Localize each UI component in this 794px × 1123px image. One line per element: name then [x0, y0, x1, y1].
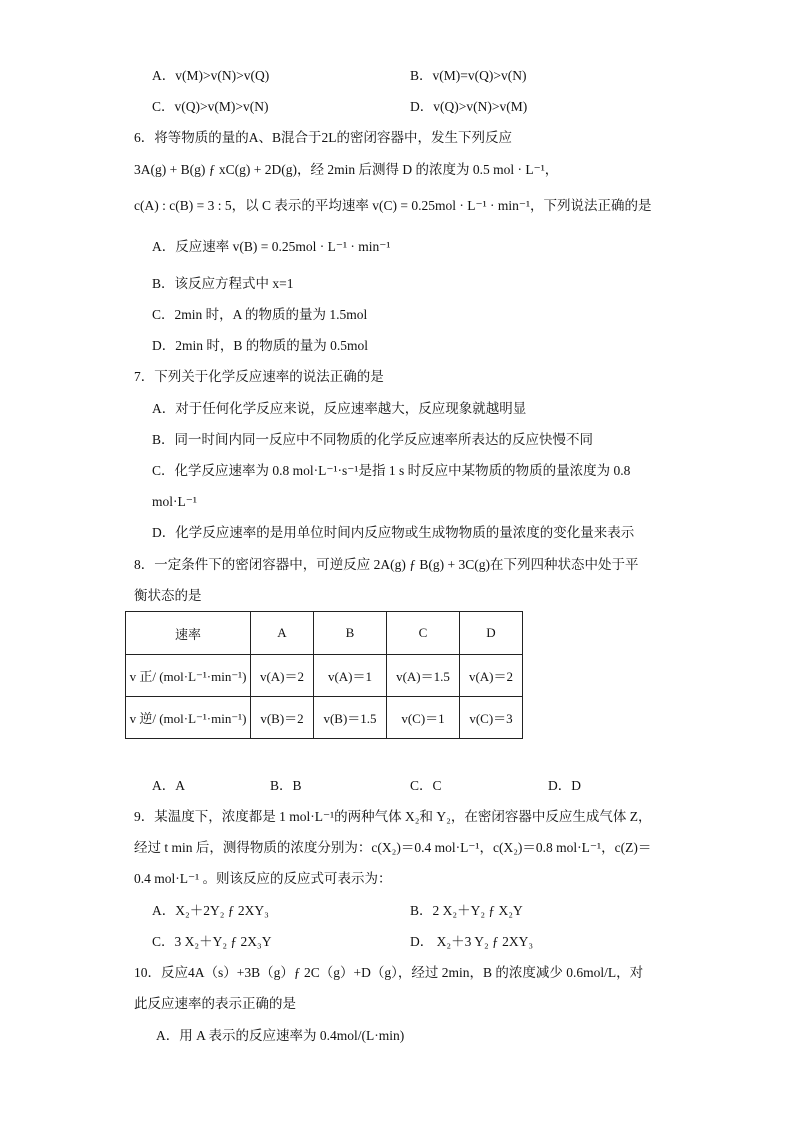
table-cell: v(A)＝1 — [314, 655, 387, 697]
table-cell: v(A)＝1.5 — [387, 655, 460, 697]
q6-stem-line3: c(A) : c(B) = 3 : 5，以 C 表示的平均速率 v(C) = 0.25mol · L⁻¹ · min⁻¹，下列说法正确的是 — [134, 198, 652, 213]
q7-option-c-line2: mol·L⁻¹ — [152, 494, 197, 509]
table-header-cell: C — [387, 612, 460, 655]
q8-option-b: B．B — [270, 778, 302, 793]
q9-stem-line2: 经过 t min 后，测得物质的浓度分别为：c(X₂)＝0.4 mol·L⁻¹，c(X₂)＝0.8 mol·L⁻¹，c(Z)＝ — [134, 840, 652, 855]
q9-option-b: B．2 X₂＋Y₂ ƒ X₂Y — [410, 903, 523, 918]
table-header-row — [126, 612, 523, 655]
q6-stem-line2: 3A(g) + B(g) ƒ xC(g) + 2D(g)，经 2min 后测得 D 的浓度为 0.5 mol · L⁻¹， — [134, 162, 559, 177]
q7-option-b: B．同一时间内同一反应中不同物质的化学反应速率所表达的反应快慢不同 — [152, 432, 594, 447]
table-cell: v 正/ (mol·L⁻¹·min⁻¹) — [126, 655, 251, 697]
table-header-cell: 速率 — [126, 612, 251, 655]
q10-stem-line2: 此反应速率的表示正确的是 — [134, 996, 296, 1011]
q8-stem-line1: 8．一定条件下的密闭容器中，可逆反应 2A(g) ƒ B(g) + 3C(g)在下列四种状态中处于平 — [134, 557, 639, 572]
table-header-cell: B — [314, 612, 387, 655]
q5-option-b: B．v(M)=v(Q)>v(N) — [410, 68, 527, 83]
q8-stem-line2: 衡状态的是 — [134, 588, 202, 603]
q9-option-d: D． X₂＋3 Y₂ ƒ 2XY₃ — [410, 934, 534, 949]
table-row — [126, 655, 523, 697]
table-cell: v(A)＝2 — [251, 655, 314, 697]
table-cell: v(A)＝2 — [460, 655, 523, 697]
q5-option-c: C．v(Q)>v(M)>v(N) — [152, 99, 269, 114]
q8-option-d: D．D — [548, 778, 581, 793]
q6-option-b: B．该反应方程式中 x=1 — [152, 276, 294, 291]
q10-stem-line1: 10．反应4A（s）+3B（g）ƒ 2C（g）+D（g），经过 2min，B 的浓度减少 0.6mol/L，对 — [134, 965, 644, 980]
q9-option-a: A．X₂＋2Y₂ ƒ 2XY₃ — [152, 903, 269, 918]
rate-table — [125, 611, 523, 739]
table-cell: v(B)＝1.5 — [314, 697, 387, 739]
q6-option-c: C．2min 时，A 的物质的量为 1.5mol — [152, 307, 368, 322]
table-cell: v 逆/ (mol·L⁻¹·min⁻¹) — [126, 697, 251, 739]
q7-option-c-line1: C．化学反应速率为 0.8 mol·L⁻¹·s⁻¹是指 1 s 时反应中某物质的物质的量浓度为 0.8 — [152, 463, 631, 478]
q7-stem: 7．下列关于化学反应速率的说法正确的是 — [134, 369, 384, 384]
table-header-cell: A — [251, 612, 314, 655]
q5-option-d: D．v(Q)>v(N)>v(M) — [410, 99, 528, 114]
q5-option-a: A．v(M)>v(N)>v(Q) — [152, 68, 270, 83]
table-row — [126, 697, 523, 739]
q10-option-a: A．用 A 表示的反应速率为 0.4mol/(L·min) — [156, 1028, 405, 1043]
q9-option-c: C．3 X₂＋Y₂ ƒ 2X₃Y — [152, 934, 272, 949]
q7-option-a: A．对于任何化学反应来说，反应速率越大，反应现象就越明显 — [152, 401, 527, 416]
table-cell: v(C)＝3 — [460, 697, 523, 739]
table-cell: v(B)＝2 — [251, 697, 314, 739]
q9-stem-line3: 0.4 mol·L⁻¹ 。则该反应的反应式可表示为： — [134, 871, 392, 886]
q6-option-d: D．2min 时，B 的物质的量为 0.5mol — [152, 338, 369, 353]
q8-option-c: C．C — [410, 778, 442, 793]
q7-option-d: D．化学反应速率的是用单位时间内反应物或生成物物质的量浓度的变化量来表示 — [152, 525, 635, 540]
table-header-cell: D — [460, 612, 523, 655]
q6-stem-line1: 6．将等物质的量的A、B混合于2L的密闭容器中，发生下列反应 — [134, 130, 512, 145]
q6-option-a: A．反应速率 v(B) = 0.25mol · L⁻¹ · min⁻¹ — [152, 239, 391, 254]
q9-stem-line1: 9．某温度下，浓度都是 1 mol·L⁻¹的两种气体 X₂和 Y₂，在密闭容器中反应生成气体 Z， — [134, 809, 652, 824]
table-cell: v(C)＝1 — [387, 697, 460, 739]
q8-option-a: A．A — [152, 778, 185, 793]
